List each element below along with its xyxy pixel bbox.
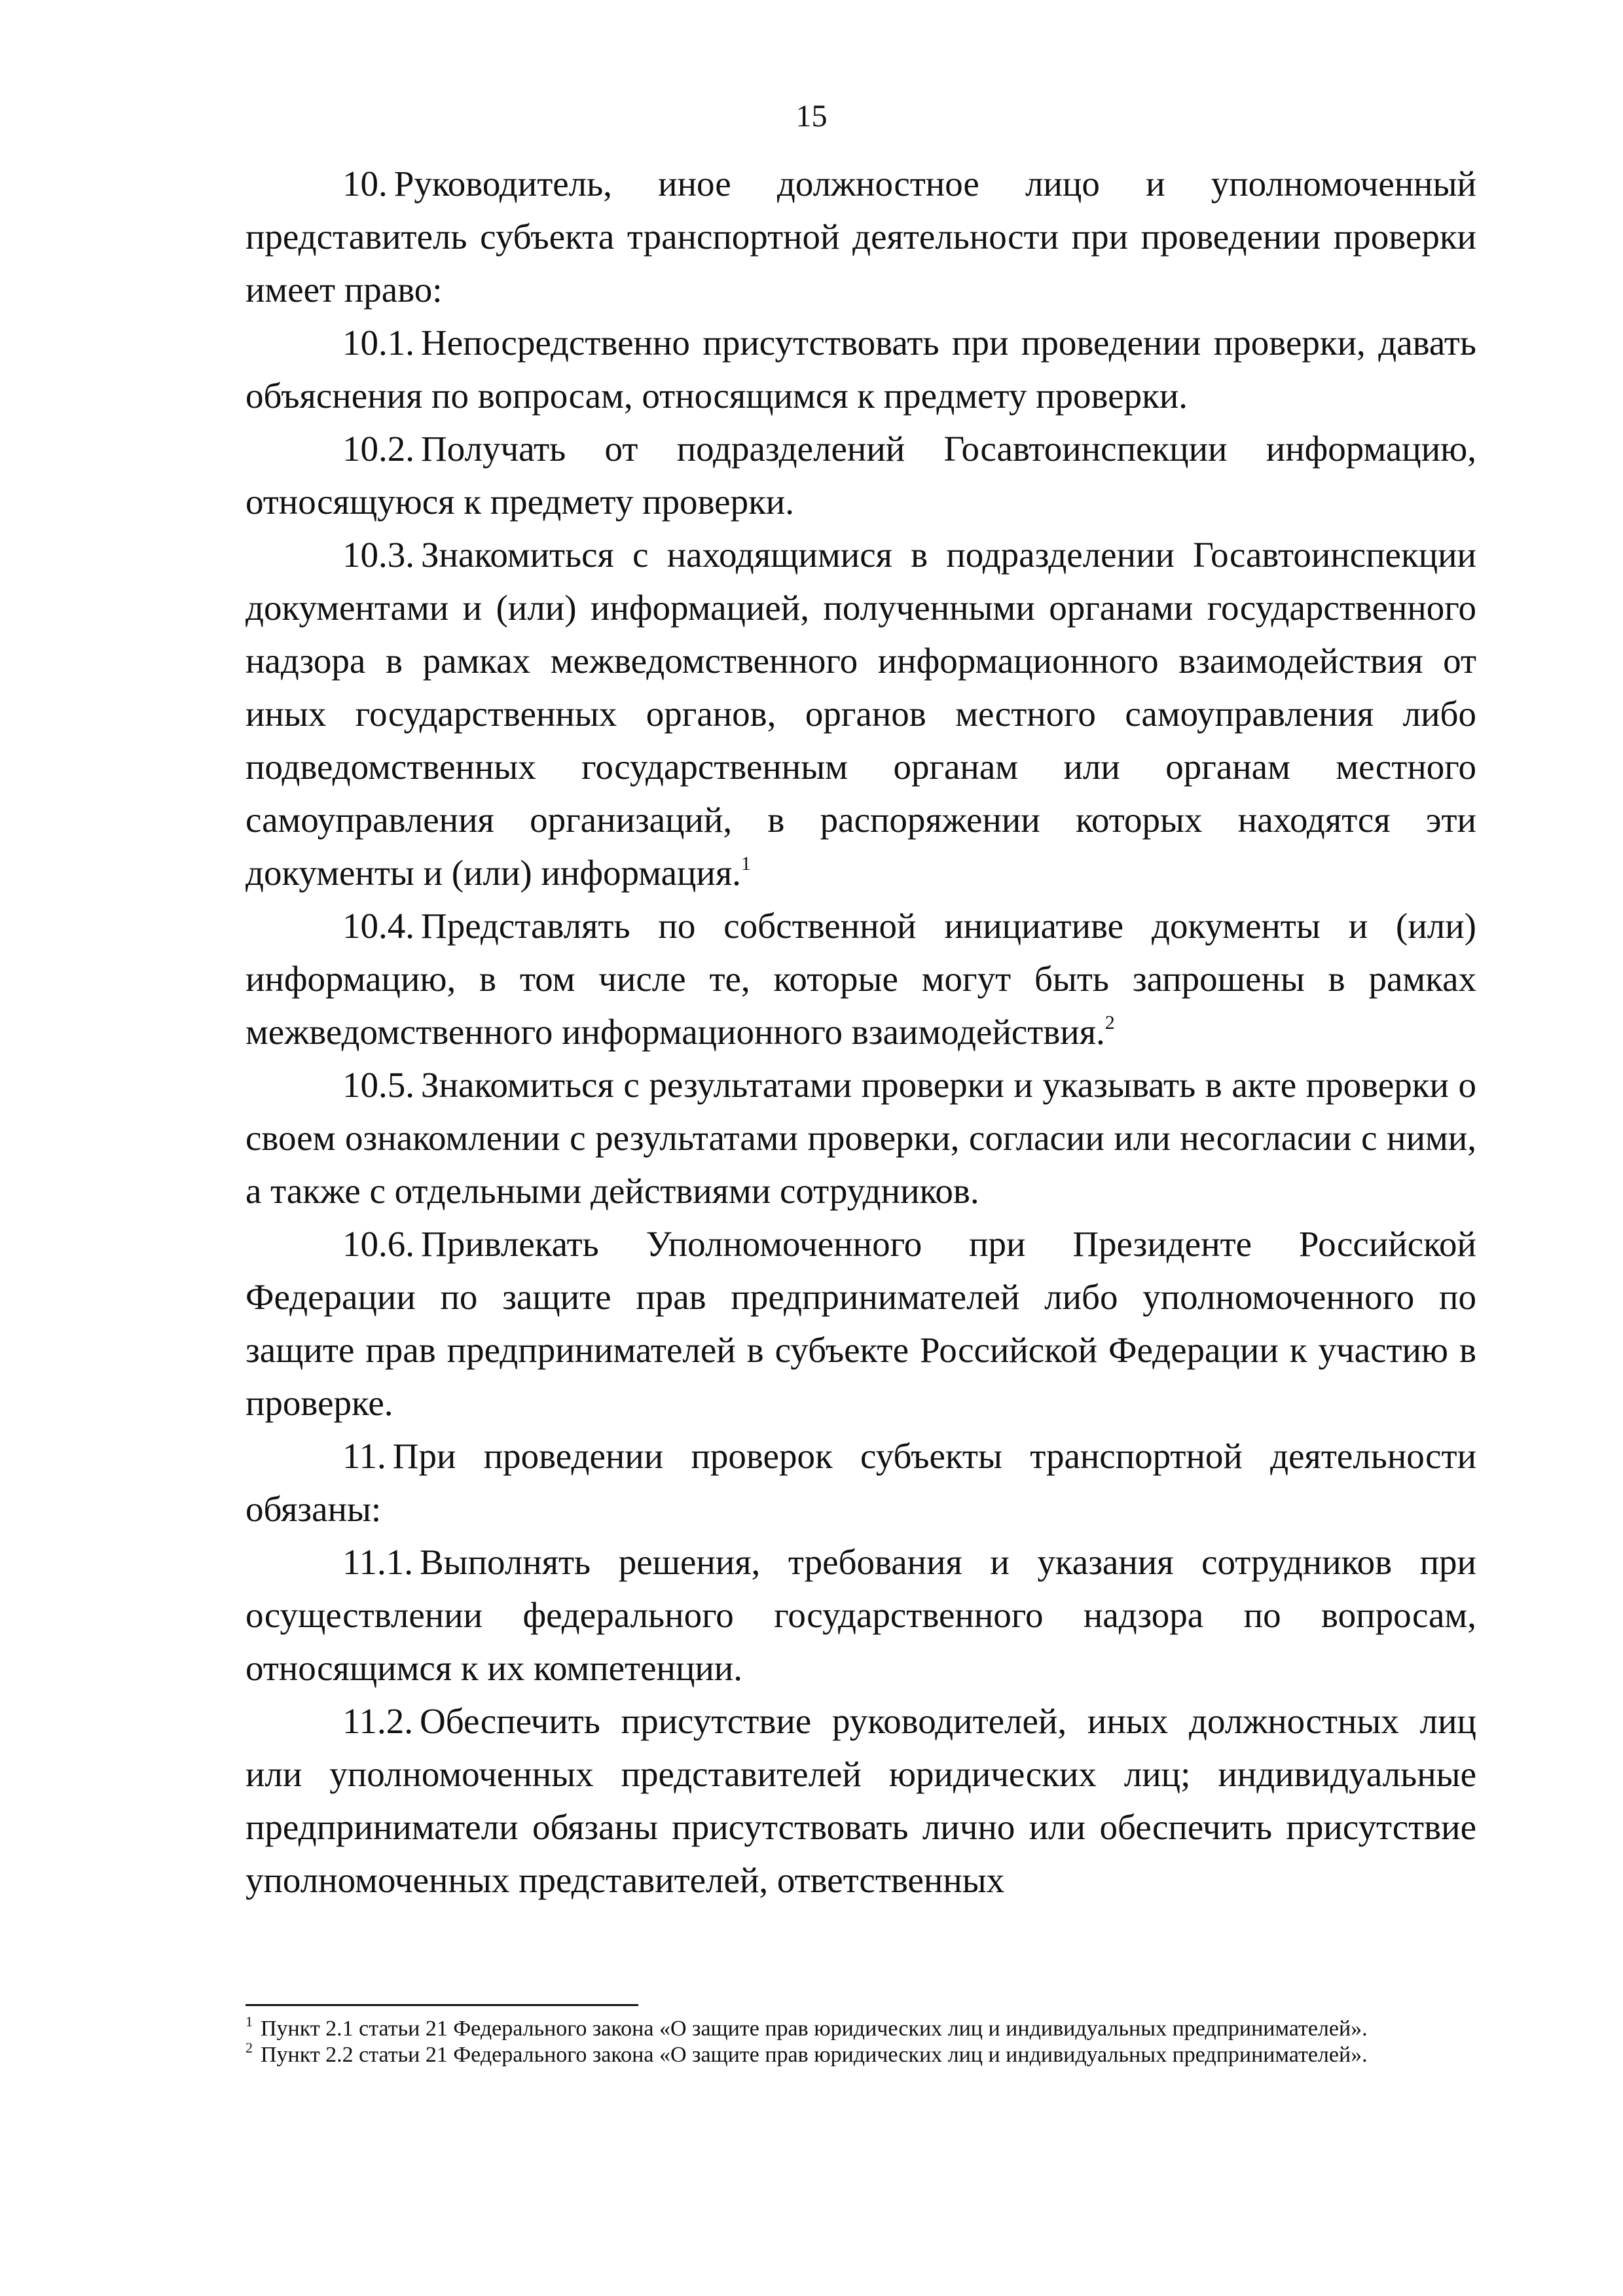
paragraph-number: 10.4.	[342, 906, 414, 946]
paragraph-number: 10.	[342, 164, 388, 204]
paragraph-text: Руководитель, иное должностное лицо и уполномоченный представитель субъекта транспортной деятельности при проведении проверки имеет право:	[246, 164, 1476, 310]
footnote-mark: 1	[246, 2013, 253, 2030]
paragraph-10-6	[246, 1217, 1476, 1429]
page-number: 15	[795, 99, 828, 134]
footnote-2	[246, 2039, 1476, 2068]
paragraph-text: Обеспечить присутствие руководителей, иных должностных лиц или уполномоченных представителей юридических лиц; индивидуальные предприниматели обязаны присутствовать лично или обеспечить присутствие уполномоченных представителей, ответственных	[246, 1701, 1476, 1900]
paragraph-11	[246, 1429, 1476, 1535]
paragraph-text: При проведении проверок субъекты транспортной деятельности обязаны:	[246, 1436, 1476, 1529]
document-body	[246, 157, 1476, 1907]
footnote-reference[interactable]: 2	[1104, 1011, 1115, 1033]
footnote-1	[246, 2013, 1476, 2042]
paragraph-text: Знакомиться с результатами проверки и указывать в акте проверки о своем ознакомлении с результатами проверки, согласии или несогласии с ними, а также с отдельными действиями сотрудников.	[246, 1065, 1476, 1211]
paragraph-number: 10.2.	[342, 429, 414, 469]
paragraph-10-3	[246, 528, 1476, 899]
paragraph-number: 11.	[342, 1436, 386, 1476]
paragraph-10-4	[246, 899, 1476, 1058]
paragraph-text: Непосредственно присутствовать при проведении проверки, давать объяснения по вопросам, относящимся к предмету проверки.	[246, 323, 1476, 416]
paragraph-number: 10.6.	[342, 1224, 414, 1264]
paragraph-11-2	[246, 1695, 1476, 1907]
paragraph-text: Выполнять решения, требования и указания сотрудников при осуществлении федерального государственного надзора по вопросам, относящимся к их компетенции.	[246, 1542, 1476, 1688]
footnote-text: Пункт 2.1 статьи 21 Федерального закона «О защите прав юридических лиц и индивидуальных предпринимателей».	[261, 2017, 1368, 2041]
paragraph-10	[246, 157, 1476, 316]
paragraph-number: 10.1.	[342, 323, 414, 363]
paragraph-text: Получать от подразделений Госавтоинспекции информацию, относящуюся к предмету проверки.	[246, 429, 1476, 522]
paragraph-text: Знакомиться с находящимися в подразделении Госавтоинспекции документами и (или) информацией, полученными органами государственного надзора в рамках межведомственного информационного взаимодействия от иных государственных органов, органов местного самоуправления либо подведомственных государственным органам или органам местного самоуправления организаций, в распоряжении которых находятся эти документы и (или) информация.	[246, 535, 1476, 893]
paragraph-text: Привлекать Уполномоченного при Президенте Российской Федерации по защите прав предпринимателей либо уполномоченного по защите прав предпринимателей в субъекте Российской Федерации к участию в проверке.	[246, 1224, 1476, 1423]
paragraph-number: 11.1.	[342, 1542, 413, 1582]
paragraph-11-1	[246, 1535, 1476, 1695]
footnote-reference[interactable]: 1	[740, 852, 751, 874]
footnote-text: Пункт 2.2 статьи 21 Федерального закона «О защите прав юридических лиц и индивидуальных предпринимателей».	[261, 2043, 1368, 2067]
footnote-mark: 2	[246, 2039, 253, 2056]
paragraph-10-1	[246, 316, 1476, 422]
footnote-separator	[246, 2004, 638, 2006]
footnotes	[246, 2013, 1476, 2068]
paragraph-10-5	[246, 1058, 1476, 1217]
paragraph-number: 11.2.	[342, 1701, 413, 1741]
paragraph-10-2	[246, 422, 1476, 528]
paragraph-number: 10.3.	[342, 535, 414, 575]
paragraph-number: 10.5.	[342, 1065, 414, 1105]
paragraph-text: Представлять по собственной инициативе документы и (или) информацию, в том числе те, которые могут быть запрошены в рамках межведомственного информационного взаимодействия.	[246, 906, 1476, 1052]
